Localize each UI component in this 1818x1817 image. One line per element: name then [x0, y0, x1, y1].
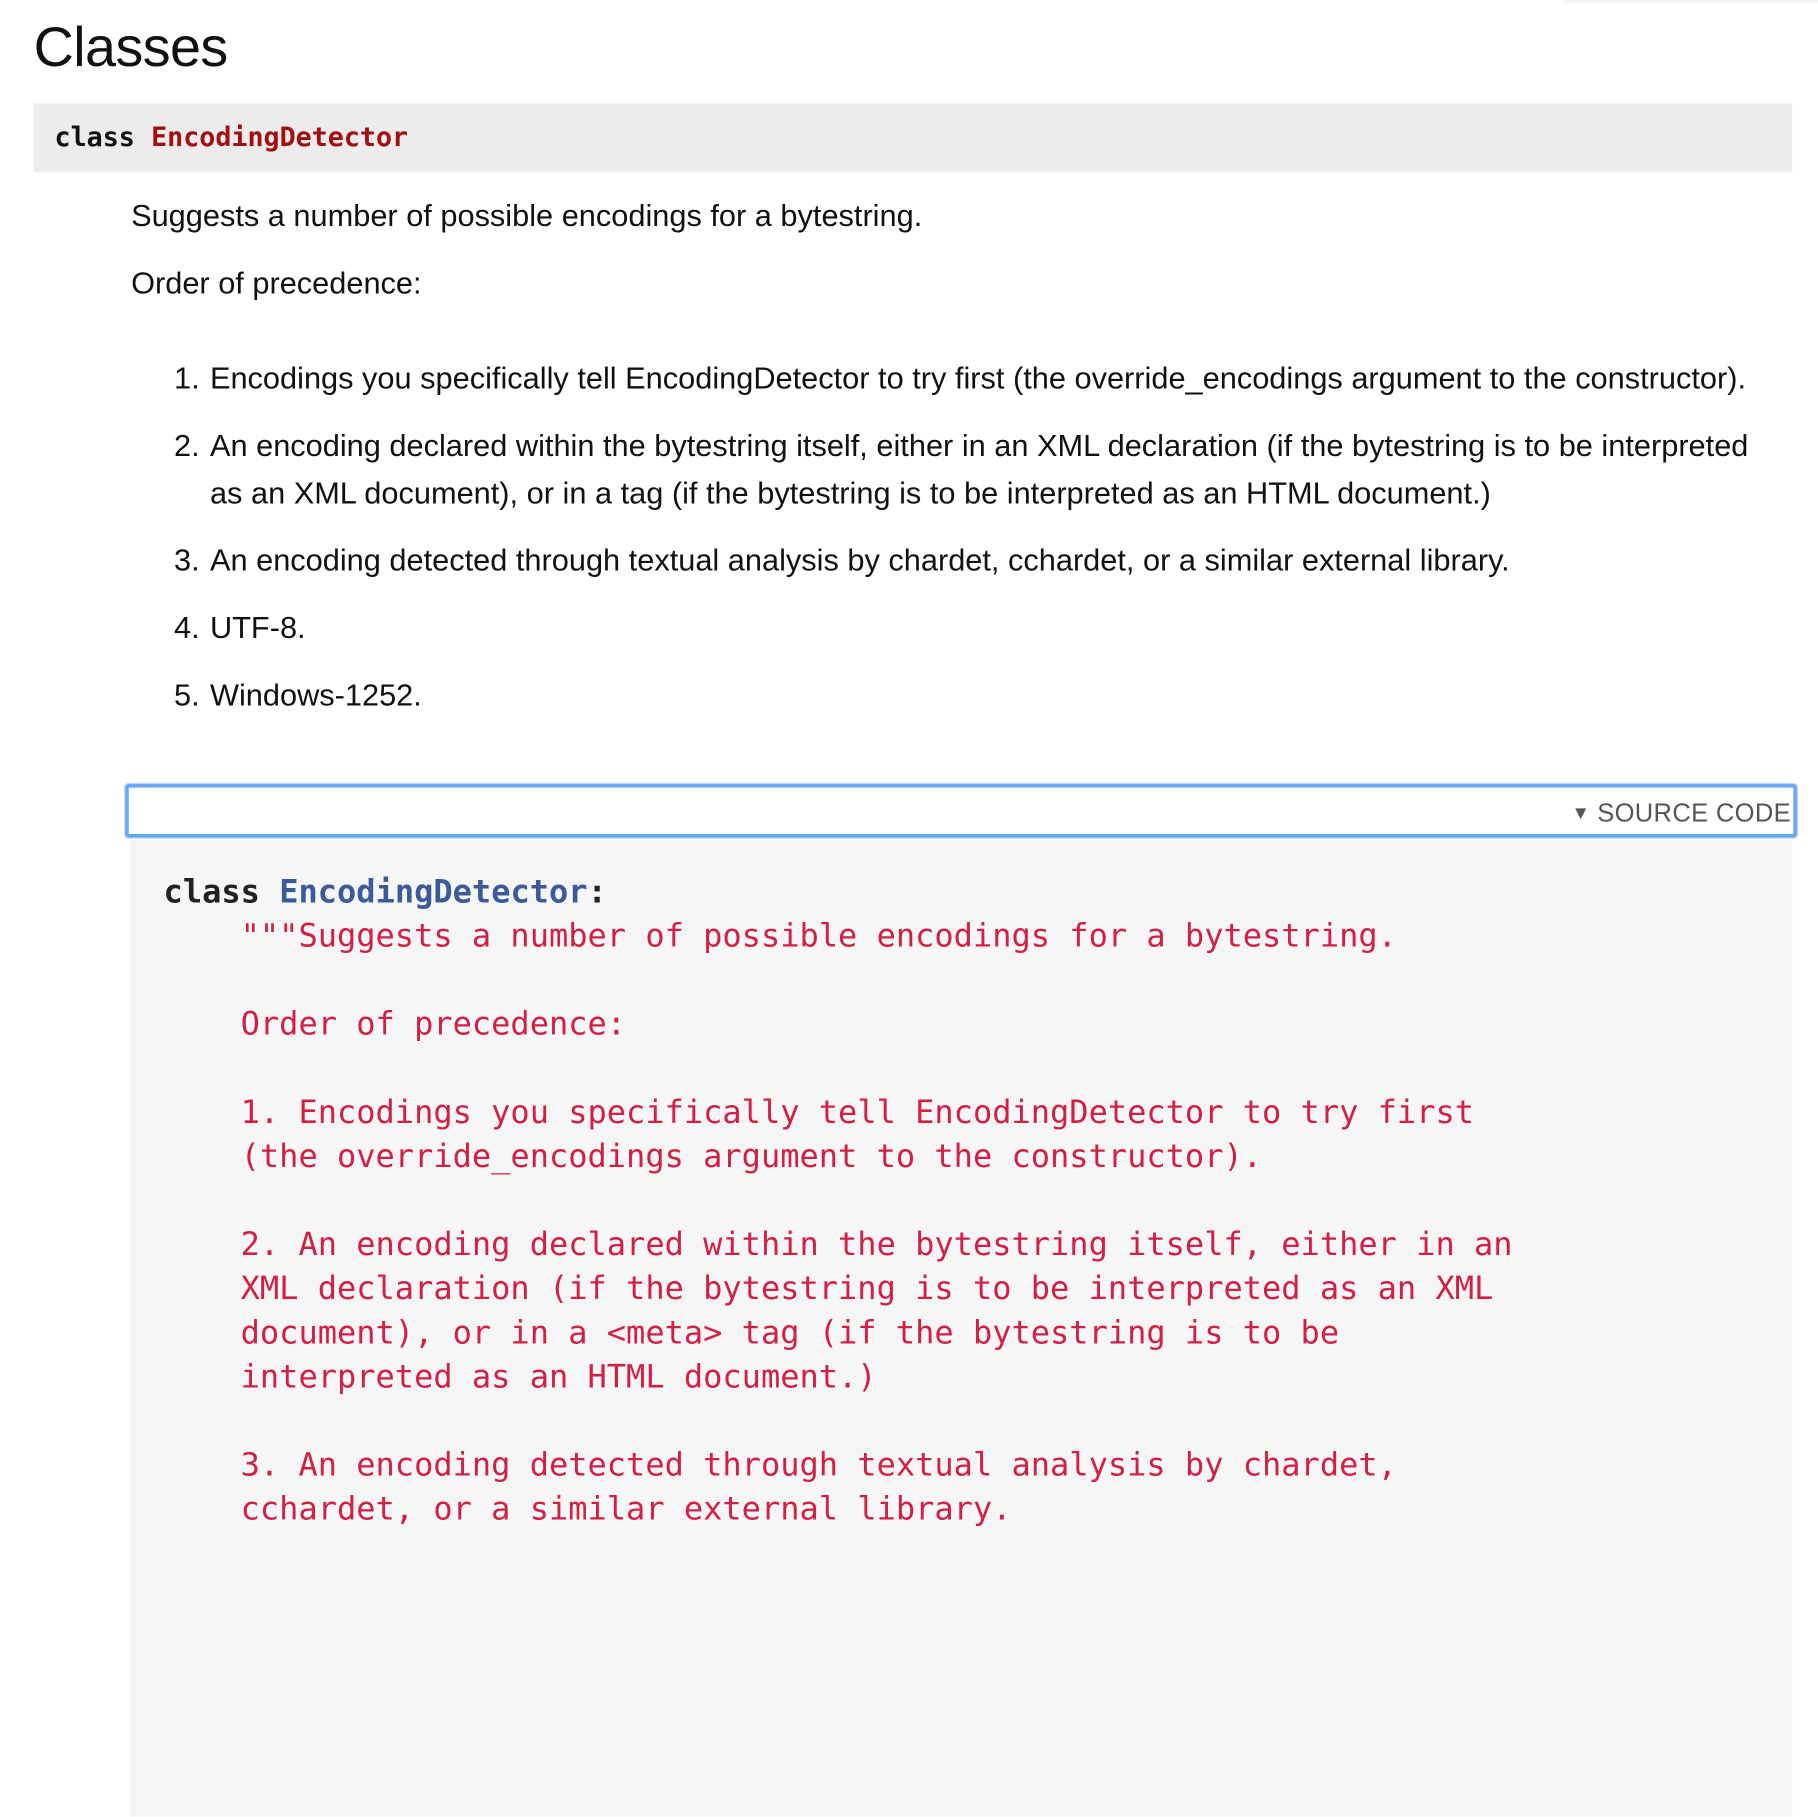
list-item-number: 5.: [174, 677, 200, 713]
list-item: [131, 672, 1778, 720]
code-class-keyword: class: [163, 872, 260, 911]
class-signature: [34, 103, 1793, 171]
code-docstring-line: Order of precedence:: [163, 1004, 627, 1043]
section-title: Classes: [33, 17, 228, 79]
list-item-number: 4.: [174, 610, 200, 645]
code-docstring-line: document), or in a <meta> tag (if the bytestring is to be: [163, 1313, 1340, 1352]
list-item: [131, 422, 1778, 517]
list-item-text: UTF-8.: [209, 610, 306, 645]
precedence-list: [131, 355, 1778, 719]
list-item-number: 1.: [174, 360, 200, 396]
code-docstring-line: XML declaration (if the bytestring is to be interpreted as an XML: [163, 1269, 1494, 1308]
code-docstring-line: interpreted as an HTML document.): [163, 1357, 877, 1396]
list-item-text: An encoding declared within the bytestring itself, either in an XML declaration (if the bytestring is to be interpreted as an XML document), or in a tag (if the bytestring is to be interpreted as an HTML document.): [209, 428, 1749, 511]
top-shadow: [1564, 0, 1818, 5]
list-item: [131, 604, 1778, 652]
code-docstring-line: 1. Encodings you specifically tell EncodingDetector to try first: [163, 1092, 1474, 1131]
list-item-number: 2.: [174, 428, 200, 463]
code-docstring-line: (the override_encodings argument to the constructor).: [163, 1136, 1263, 1176]
docstring-summary: Suggests a number of possible encodings for a bytestring.: [131, 198, 923, 234]
class-keyword: class: [54, 122, 135, 153]
list-item-text: Windows-1252.: [209, 677, 422, 713]
source-code-label-text: SOURCE CODE: [1597, 798, 1792, 828]
source-code: [164, 870, 1793, 1531]
list-item-number: 3.: [174, 542, 200, 578]
code-docstring-line: 3. An encoding detected through textual analysis by chardet,: [163, 1445, 1397, 1484]
source-code-toggle-label: [1572, 798, 1792, 828]
code-docstring-line: cchardet, or a similar external library.: [163, 1489, 1012, 1528]
source-code-block: [130, 840, 1792, 1817]
class-docstring: [131, 193, 1778, 739]
class-name: EncodingDetector: [151, 122, 409, 153]
code-docstring-line: """Suggests a number of possible encodings for a bytestring.: [163, 916, 1397, 955]
code-docstring-line: 2. An encoding declared within the bytestring itself, either in an: [163, 1224, 1513, 1264]
list-item: [131, 537, 1778, 585]
source-code-toggle[interactable]: [125, 784, 1797, 837]
triangle-down-icon: ▼: [1571, 803, 1591, 824]
code-colon: :: [587, 872, 607, 911]
code-class-name: EncodingDetector: [279, 872, 588, 911]
docstring-order-heading: Order of precedence:: [131, 265, 422, 301]
list-item: [131, 355, 1778, 403]
list-item-text: An encoding detected through textual analysis by chardet, cchardet, or a similar external library.: [209, 542, 1510, 578]
list-item-text: Encodings you specifically tell EncodingDetector to try first (the override_encodings argument to the constructor).: [209, 360, 1747, 396]
